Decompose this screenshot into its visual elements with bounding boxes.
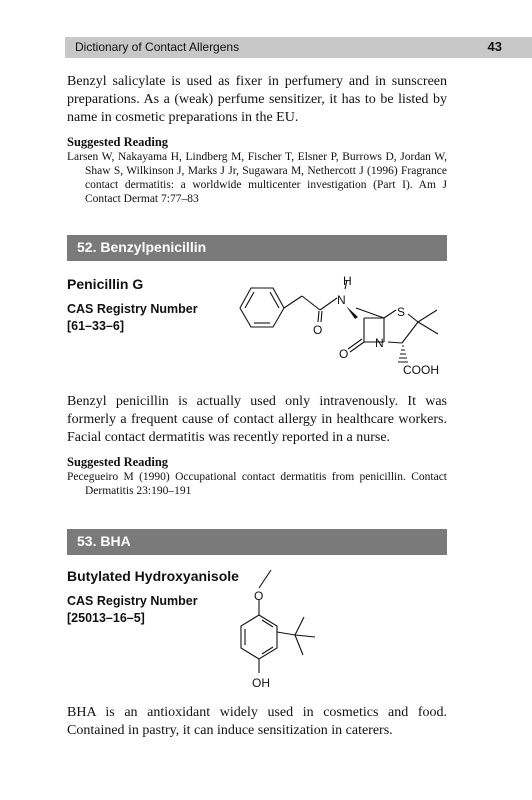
suggested-reading-heading: Suggested Reading [67,455,169,469]
section-title: 53. BHA [77,533,131,549]
atom-label: COOH [403,363,439,377]
atom-label: O [339,347,349,361]
atom-label: O [313,323,323,337]
cas-label: CAS Registry Number [67,594,198,608]
suggested-reading-heading: Suggested Reading [67,135,169,149]
atom-label: N [337,293,346,307]
section-paragraph: BHA is an antioxidant widely used in cosmetics and food. Contained in pastry, it can induce sensitization in caterers. [67,705,447,738]
atom-label: O [254,589,264,603]
page-number: 43 [487,39,502,54]
reference-entry: Pecegueiro M (1990) Occupational contact dermatitis from penicillin. Contact Dermatitis 23:190–191 [67,471,447,497]
atom-label: H [343,274,352,288]
book-title: Dictionary of Contact Allergens [75,40,240,54]
section-title: 52. Benzylpenicillin [77,239,207,255]
synonym-heading: Butylated Hydroxyanisole [67,568,239,584]
synonym-heading: Penicillin G [67,276,144,292]
section-heading-bar [67,529,447,555]
cas-label: CAS Registry Number [67,302,198,316]
reference-entry: Larsen W, Nakayama H, Lindberg M, Fischer T, Elsner P, Burrows D, Jordan W, Shaw S, Wilkinson J, Marks J Jr, Sugawara M, Nethercott J (1996) Fragrance contact dermatitis: a worldwide multicenter investigation (Part I). Am J Contact Dermat 7:77–83 [67,151,447,205]
intro-paragraph: Benzyl salicylate is used as fixer in perfumery and in sunscreen preparations. As a (weak) perfume sensitizer, it has to be listed by name in cosmetic preparations in the EU. [67,74,447,125]
cas-number: [25013–16–5] [67,611,145,625]
section-paragraph: Benzyl penicillin is actually used only intravenously. It was formerly a frequent cause of contact allergy in healthcare workers. Facial contact dermatitis was recently reported in a nurse. [67,394,447,445]
atom-label: S [397,305,406,319]
atom-label: OH [252,676,270,690]
bha-structure [0,560,532,700]
cas-number: [61–33–6] [67,319,124,333]
atom-label: N [375,336,384,350]
